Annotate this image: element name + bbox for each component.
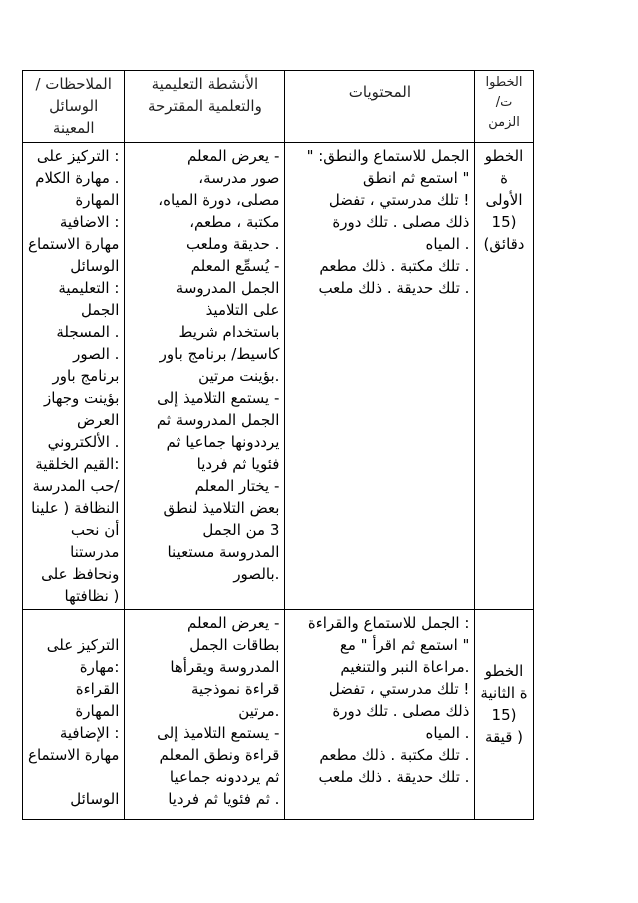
- note-line: : الإضافية: [59, 724, 120, 742]
- note-line: [28, 612, 119, 634]
- note-line: برنامج باور: [52, 367, 120, 385]
- step-two-activities: [125, 610, 285, 820]
- step-one-time: [475, 143, 533, 610]
- note-line: : التركيز على: [36, 147, 120, 165]
- activity-line: .بؤينت مرتين: [198, 367, 280, 385]
- activity-line: . ثم فئويا ثم فرديا: [168, 790, 280, 808]
- activity-line: .مرتين: [238, 702, 280, 720]
- activity-line: المدروسة مستعينا: [167, 543, 280, 561]
- content-line: الجمل للاستماع والنطق: ": [306, 147, 470, 165]
- activity-line: باستخدام شريط: [178, 323, 280, 341]
- note-line: القراءة: [75, 680, 120, 698]
- activity-line: - يعرض المعلم: [187, 147, 280, 165]
- activity-line: الجمل المدروسة: [175, 279, 280, 297]
- activity-line: مصلى، دورة المياه،: [158, 191, 280, 209]
- note-line: ( نظافتها: [64, 587, 120, 605]
- activity-line: - يُسمِّع المعلم: [190, 257, 280, 275]
- note-line: . مهارة الكلام: [35, 169, 120, 187]
- activity-line: قراءة ونطق المعلم: [159, 746, 280, 764]
- activity-line: بطاقات الجمل: [189, 636, 280, 654]
- note-line: مهارة الاستماع: [28, 746, 120, 764]
- content-line: : الجمل للاستماع والقراءة: [307, 614, 470, 632]
- content-line: . تلك مكتبة . ذلك مطعم: [319, 746, 470, 764]
- activity-line: صور مدرسة،: [198, 169, 280, 187]
- content-line: . تلك مكتبة . ذلك مطعم: [319, 257, 470, 275]
- note-line: :القيم الخلقية: [35, 455, 120, 473]
- activity-line: 3 من الجمل: [202, 521, 280, 539]
- note-line: مهارة الاستماع: [28, 235, 120, 253]
- content-line: . تلك حديقة . ذلك ملعب: [318, 279, 470, 297]
- step-two-notes: [23, 610, 125, 820]
- step-one-notes: [23, 143, 125, 610]
- step-one-row: [23, 143, 534, 610]
- note-line: أن نحب: [70, 521, 120, 539]
- content-line: ! تلك مدرستي ، تفضل: [328, 191, 470, 209]
- step-time-line: الأولى: [485, 191, 523, 209]
- note-line: الوسائل: [70, 790, 120, 808]
- step-time-line: (15: [491, 706, 517, 724]
- activity-line: - يستمع التلاميذ إلى: [157, 389, 280, 407]
- content-line: ذلك مصلى . تلك دورة: [332, 702, 470, 720]
- lesson-plan-table: [22, 70, 534, 820]
- activity-line: - يعرض المعلم: [187, 614, 280, 632]
- note-line: الوسائل: [70, 257, 120, 275]
- activity-line: المدروسة ويقرأها: [170, 658, 280, 676]
- activity-line: - يختار المعلم: [194, 477, 280, 495]
- activity-line: يرددونها جماعيا ثم: [166, 433, 280, 451]
- header-row: [23, 71, 534, 143]
- activity-line: بعض التلاميذ لنطق: [163, 499, 280, 517]
- activity-line: . حديقة وملعب: [185, 235, 280, 253]
- content-line: . تلك حديقة . ذلك ملعب: [318, 768, 470, 786]
- note-line: : الاضافية: [59, 213, 120, 231]
- activity-line: على التلاميذ: [205, 301, 280, 319]
- note-line: : التعليمية: [58, 279, 120, 297]
- note-line: . المسجلة: [56, 323, 120, 341]
- step-time-line: الخطو: [484, 147, 524, 165]
- note-line: [28, 766, 119, 788]
- step-two-row: [23, 610, 534, 820]
- step-time-line: ة الثانية: [480, 684, 528, 702]
- note-line: ونحافظ على: [41, 565, 120, 583]
- activity-line: كاسيط/ برنامج باور: [159, 345, 280, 363]
- activity-line: قراءة نموذجية: [190, 680, 280, 698]
- step-two-time: [475, 610, 533, 820]
- step-time-line: دقائق): [483, 235, 525, 253]
- header-contents: المحتويات: [285, 71, 475, 143]
- step-one-activities: [125, 143, 285, 610]
- content-line: " استمع ثم انطق: [362, 169, 470, 187]
- note-line: التركيز على: [46, 636, 120, 654]
- activity-line: الجمل المدروسة ثم: [156, 411, 280, 429]
- note-line: المهارة: [75, 702, 120, 720]
- content-line: . المياه: [425, 724, 470, 742]
- note-line: /حب المدرسة: [32, 477, 120, 495]
- content-line: " استمع ثم اقرأ " مع: [339, 636, 470, 654]
- note-line: النظافة ( علينا: [31, 499, 120, 517]
- step-one-contents: [285, 143, 475, 610]
- step-time-line: ( قيقة: [485, 728, 523, 746]
- note-line: بؤينت وجهاز: [44, 389, 120, 407]
- step-time-line: الخطو: [484, 662, 524, 680]
- note-line: العرض: [77, 411, 120, 429]
- step-two-contents: [285, 610, 475, 820]
- note-line: . الألكتروني: [47, 433, 120, 451]
- step-time-line: (15: [491, 213, 517, 231]
- activity-line: .بالصور: [233, 565, 280, 583]
- content-line: ذلك مصلى . تلك دورة: [332, 213, 470, 231]
- note-line: مدرستنا: [70, 543, 120, 561]
- note-line: المهارة: [75, 191, 120, 209]
- content-line: ! تلك مدرستي ، تفضل: [328, 680, 470, 698]
- note-line: الجمل: [80, 301, 120, 319]
- activity-line: مكتبة ، مطعم،: [189, 213, 280, 231]
- header-notes: الملاحظات / الوسائل المعينة: [23, 71, 125, 143]
- header-steps-time: الخطوا ت/ الزمن: [475, 71, 533, 143]
- note-line: :مهارة: [79, 658, 120, 676]
- activity-line: ثم يرددونه جماعيا: [169, 768, 280, 786]
- activity-line: - يستمع التلاميذ إلى: [157, 724, 280, 742]
- activity-line: فئويا ثم فرديا: [196, 455, 280, 473]
- note-line: . الصور: [73, 345, 120, 363]
- content-line: .مراعاة النبر والتنغيم: [340, 658, 470, 676]
- header-activities: الأنشطة التعليمية والتعلمية المقترحة: [125, 71, 285, 143]
- content-line: . المياه: [425, 235, 470, 253]
- step-time-line: ة: [500, 169, 508, 187]
